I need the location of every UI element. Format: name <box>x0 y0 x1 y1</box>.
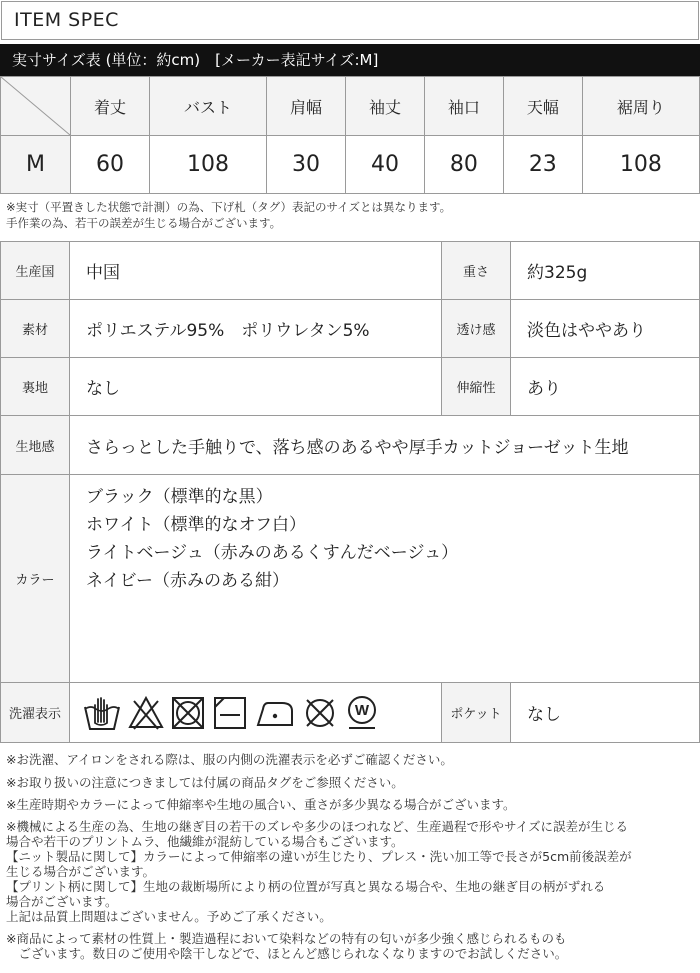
line-dry-shade-icon <box>212 695 248 731</box>
texture-value: さらっとした手触りで、落ち感のあるやや厚手カットジョーゼット生地 <box>70 416 700 475</box>
footnote: 【プリント柄に関して】生地の裁断場所により柄の位置が写真と異なる場合や、生地の継ぎ目の柄がずれる <box>6 879 606 894</box>
material-label: 素材 <box>1 300 70 358</box>
footnote: 場合がございます。 <box>6 894 118 909</box>
footnote: ※生産時期やカラーによって伸縮率や生地の風合い、重さが多少異なる場合がございます。 <box>6 797 516 812</box>
footnote: ※お取り扱いの注意につきましては付属の商品タグをご参照ください。 <box>6 775 404 790</box>
pocket-label: ポケット <box>442 683 511 743</box>
color-item: ブラック（標準的な黒） <box>86 487 273 507</box>
size-value: 108 <box>582 136 699 194</box>
footnote: ※機械による生産の為、生地の継ぎ目の若干のズレや多少のほつれなど、生産過程で形やサイズに誤差が生じる <box>6 819 628 834</box>
column-header: 袖口 <box>424 77 503 136</box>
no-dry-clean-icon <box>302 695 338 731</box>
weight-label: 重さ <box>442 242 511 300</box>
color-item: ライトベージュ（赤みのあるくすんだベージュ） <box>86 543 459 563</box>
spec-row-color <box>1 475 700 683</box>
size-value: 23 <box>503 136 582 194</box>
hand-wash-icon <box>82 693 122 733</box>
pocket-value: なし <box>511 683 700 743</box>
size-table <box>0 76 700 194</box>
size-label: M <box>1 136 71 194</box>
size-table-corner <box>1 77 71 136</box>
footnote: 【ニット製品に関して】カラーによって伸縮率の違いが生じたり、プレス・洗い加工等で長さが5cm前後誤差が <box>6 849 632 864</box>
footnote: 上記は品質上問題はございません。予めご了承ください。 <box>6 909 332 924</box>
spec-row-material <box>1 300 700 358</box>
size-note: ※実寸（平置きした状態で計測）の為、下げ札（タグ）表記のサイズとは異なります。 <box>6 200 452 214</box>
column-header: 裾周り <box>582 77 699 136</box>
column-header: 肩幅 <box>267 77 346 136</box>
spec-row-lining <box>1 358 700 416</box>
color-item: ホワイト（標準的なオフ白） <box>86 515 306 535</box>
size-value: 40 <box>346 136 425 194</box>
origin-label: 生産国 <box>1 242 70 300</box>
footnote: ございます。数日のご使用や陰干しなどで、ほとんど感じられなくなりますのでお試しください。 <box>6 946 568 961</box>
size-value: 60 <box>71 136 150 194</box>
column-header: 袖丈 <box>346 77 425 136</box>
no-tumble-dry-icon <box>170 695 206 731</box>
page-title: ITEM SPEC <box>14 9 119 31</box>
wash-icons-cell <box>70 683 442 743</box>
footnote: 生じる場合がございます。 <box>6 864 156 879</box>
stretch-label: 伸縮性 <box>442 358 511 416</box>
spec-row-origin <box>1 242 700 300</box>
wash-label: 洗濯表示 <box>1 683 70 743</box>
svg-text:W: W <box>354 701 370 719</box>
weight-value: 約325g <box>511 242 700 300</box>
material-value: ポリエステル95% ポリウレタン5% <box>70 300 442 358</box>
lining-value: なし <box>70 358 442 416</box>
footnote: ※お洗濯、アイロンをされる際は、服の内側の洗濯表示を必ずご確認ください。 <box>6 752 453 767</box>
no-bleach-icon <box>128 695 164 731</box>
iron-low-icon <box>254 695 296 731</box>
column-header: バスト <box>149 77 266 136</box>
sheer-label: 透け感 <box>442 300 511 358</box>
size-chart-caption: 実寸サイズ表 (単位：約cm) [メーカー表記サイズ:M] <box>0 44 700 76</box>
size-value: 30 <box>267 136 346 194</box>
spec-table <box>0 241 700 743</box>
spec-row-texture <box>1 416 700 475</box>
wet-clean-icon <box>344 694 380 732</box>
column-header: 天幅 <box>503 77 582 136</box>
origin-value: 中国 <box>70 242 442 300</box>
lining-label: 裏地 <box>1 358 70 416</box>
stretch-value: あり <box>511 358 700 416</box>
column-header: 着丈 <box>71 77 150 136</box>
color-item: ネイビー（赤みのある紺） <box>86 571 289 591</box>
size-table-header-row <box>1 77 700 136</box>
spec-row-wash <box>1 683 700 743</box>
footnote: ※商品によって素材の性質上・製造過程において染料などの特有の匂いが多少強く感じられるものも <box>6 931 567 946</box>
footnote: 場合や若干のプリントムラ、他繊維が混紡している場合もございます。 <box>6 834 404 849</box>
diagonal-line <box>1 77 70 135</box>
spec-header <box>1 1 699 40</box>
size-note: 手作業の為、若干の誤差が生じる場合がございます。 <box>6 216 282 230</box>
size-row <box>1 136 700 194</box>
color-label: カラー <box>1 475 70 683</box>
size-value: 108 <box>149 136 266 194</box>
size-value: 80 <box>424 136 503 194</box>
texture-label: 生地感 <box>1 416 70 475</box>
color-list <box>70 475 700 683</box>
sheer-value: 淡色はややあり <box>511 300 700 358</box>
